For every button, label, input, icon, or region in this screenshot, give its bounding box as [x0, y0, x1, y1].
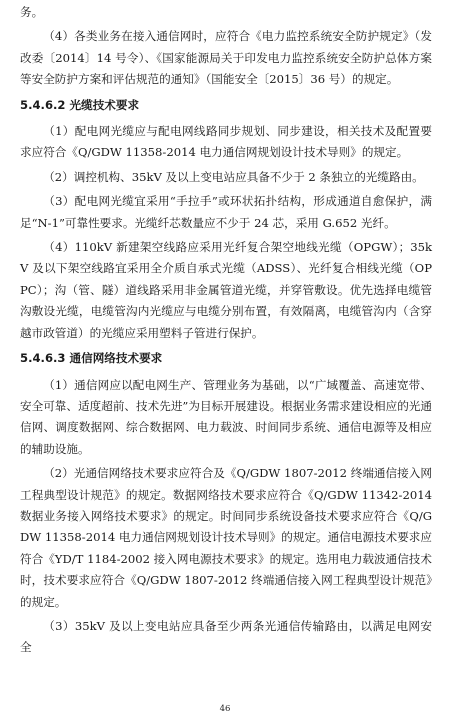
body-paragraph: （1）通信网应以配电网生产、管理业务为基础，以“广域覆盖、高速宽带、安全可靠、适度超前、技术先进”为目标开展建设。根据业务需求建设相应的光通信网、调度数据网、综合数据网、电力载波、时间同步系统、通信电源等及相应的辅助设施。 — [20, 377, 432, 456]
page-number: 46 — [219, 704, 231, 714]
body-paragraph: （4）110kV 新建架空线路应采用光纤复合架空地线光缆（OPGW）；35kV 及以下架空线路宜采用全介质自承式光缆（ADSS）、光纤复合相线光缆（OPPC）；沟（管、隧）道线路采用非金属管道光缆，并穿管敷设。优先选择电缆管沟敷设光缆，电缆管沟内光缆应与电缆分别布置，有效隔离，电缆管沟内（含穿越市政管道）的光缆应采用塑料子管进行保护。 — [20, 240, 432, 340]
body-paragraph: （2）光通信网络技术要求应符合及《Q/GDW 1807-2012 终端通信接入网工程典型设计规范》的规定。数据网络技术要求应符合《Q/GDW 11342-2014 数据业务接入网络技术要求》的规定。时间同步系统设备技术要求应符合《Q/GDW 11358-2014 电力通信网规划设计技术导则》的规定。通信电源技术要求应符合《YD/T 1184-2002 接入网电源技术要求》的规定。选用电力载波通信技术时，技术要求应符合《Q/GDW 1807-2012 终端通信接入网工程典型设计规范》的规定。 — [20, 466, 432, 609]
body-paragraph: （3）配电网光缆宜采用“手拉手”或环状拓扑结构，形成通道自愈保护，满足“N-1”可靠性要求。光缆纤芯数量应不少于 24 芯，采用 G.652 光纤。 — [20, 194, 432, 230]
body-paragraph: （1）配电网光缆应与配电网线路同步规划、同步建设，相关技术及配置要求应符合《Q/GDW 11358-2014 电力通信网规划设计技术导则》的规定。 — [20, 124, 432, 160]
document-body — [20, 2, 432, 662]
section-heading: 5.4.6.2 光缆技术要求 — [20, 97, 140, 112]
section-heading: 5.4.6.3 通信网络技术要求 — [20, 351, 163, 366]
body-paragraph: （3）35kV 及以上变电站应具备至少两条光通信传输路由，以满足电网安全 — [20, 618, 432, 655]
body-paragraph: 务。 — [20, 5, 44, 19]
body-paragraph: （4）各类业务在接入通信网时，应符合《电力监控系统安全防护规定》（发改委〔2014〕14 号令）、《国家能源局关于印发电力监控系统安全防护总体方案等安全防护方案和评估规范的通知》（国能安全〔2015〕36 号）的规定。 — [20, 29, 432, 87]
body-paragraph: （2）调控机构、35kV 及以上变电站应具备不少于 2 条独立的光缆路由。 — [43, 169, 424, 184]
